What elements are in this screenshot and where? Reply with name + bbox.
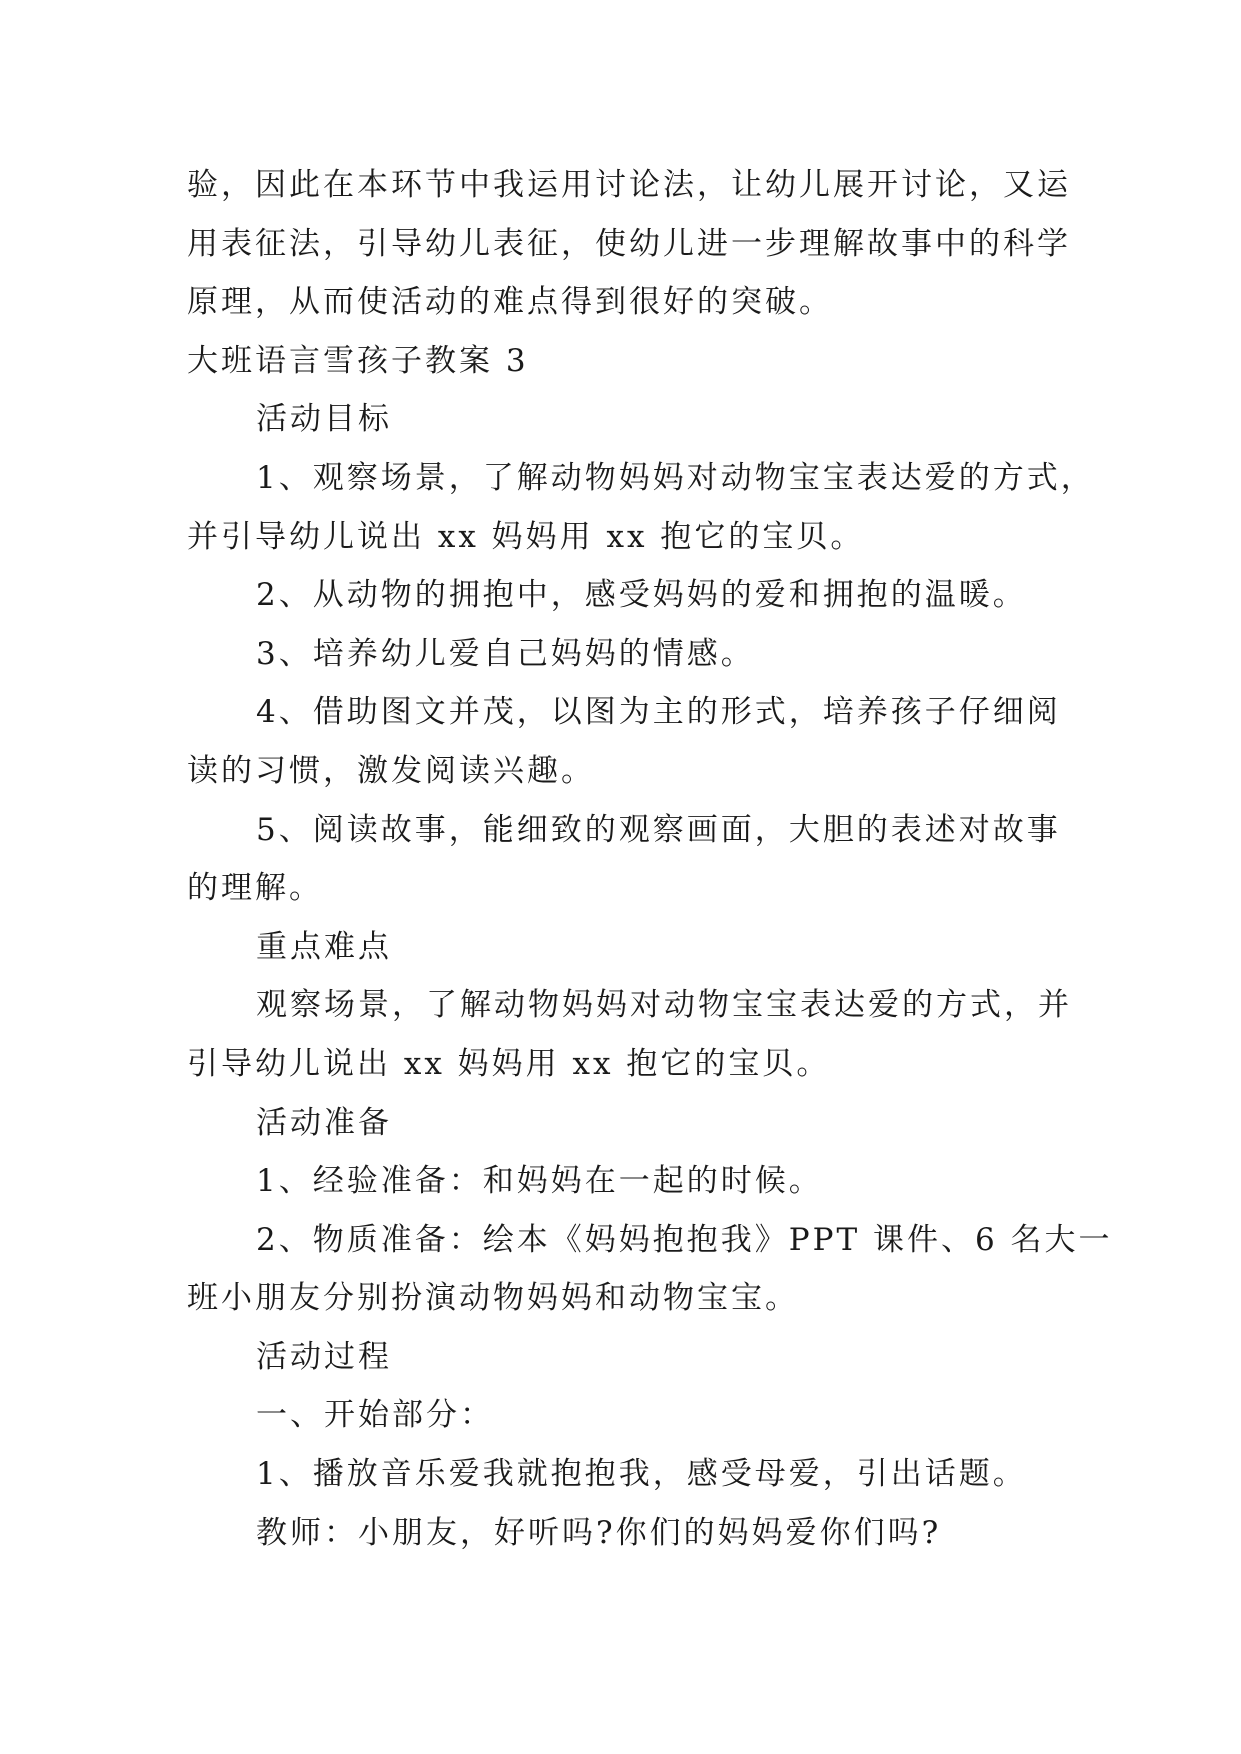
subheading-activity-goals: 活动目标 [256, 401, 392, 438]
section-title: 大班语言雪孩子教案 3 [187, 342, 529, 379]
paragraph-line: 一、开始部分： [256, 1397, 494, 1434]
paragraph-line: 引导幼儿说出 xx 妈妈用 xx 抱它的宝贝。 [187, 1045, 831, 1082]
subheading-preparation: 活动准备 [256, 1104, 392, 1141]
paragraph-line: 用表征法，引导幼儿表征，使幼儿进一步理解故事中的科学 [187, 225, 1071, 262]
paragraph-line: 3、培养幼儿爱自己妈妈的情感。 [256, 635, 755, 672]
paragraph-line: 2、从动物的拥抱中，感受妈妈的爱和拥抱的温暖。 [256, 577, 1027, 614]
subheading-key-points: 重点难点 [256, 928, 392, 965]
paragraph-line: 班小朋友分别扮演动物妈妈和动物宝宝。 [187, 1280, 799, 1317]
paragraph-line: 原理，从而使活动的难点得到很好的突破。 [187, 284, 833, 321]
document-body [187, 156, 1113, 1562]
subheading-process: 活动过程 [256, 1338, 392, 1375]
paragraph-line: 并引导幼儿说出 xx 妈妈用 xx 抱它的宝贝。 [187, 518, 865, 555]
paragraph-line: 的理解。 [187, 870, 323, 907]
paragraph-line: 2、物质准备：绘本《妈妈抱抱我》PPT 课件、6 名大一 [256, 1221, 1113, 1258]
paragraph-line: 观察场景，了解动物妈妈对动物宝宝表达爱的方式，并 [256, 987, 1072, 1024]
paragraph-line: 教师：小朋友，好听吗?你们的妈妈爱你们吗? [256, 1514, 942, 1551]
paragraph-line: 1、播放音乐爱我就抱抱我，感受母爱，引出话题。 [256, 1456, 1027, 1493]
paragraph-line: 4、借助图文并茂，以图为主的形式，培养孩子仔细阅 [256, 694, 1061, 731]
paragraph-line: 验，因此在本环节中我运用讨论法，让幼儿展开讨论，又运 [187, 167, 1071, 203]
paragraph-line: 1、经验准备：和妈妈在一起的时候。 [256, 1163, 823, 1200]
paragraph-line: 1、观察场景，了解动物妈妈对动物宝宝表达爱的方式， [256, 459, 1095, 496]
paragraph-line: 5、阅读故事，能细致的观察画面，大胆的表述对故事 [256, 811, 1061, 848]
paragraph-line: 读的习惯，激发阅读兴趣。 [187, 752, 595, 789]
